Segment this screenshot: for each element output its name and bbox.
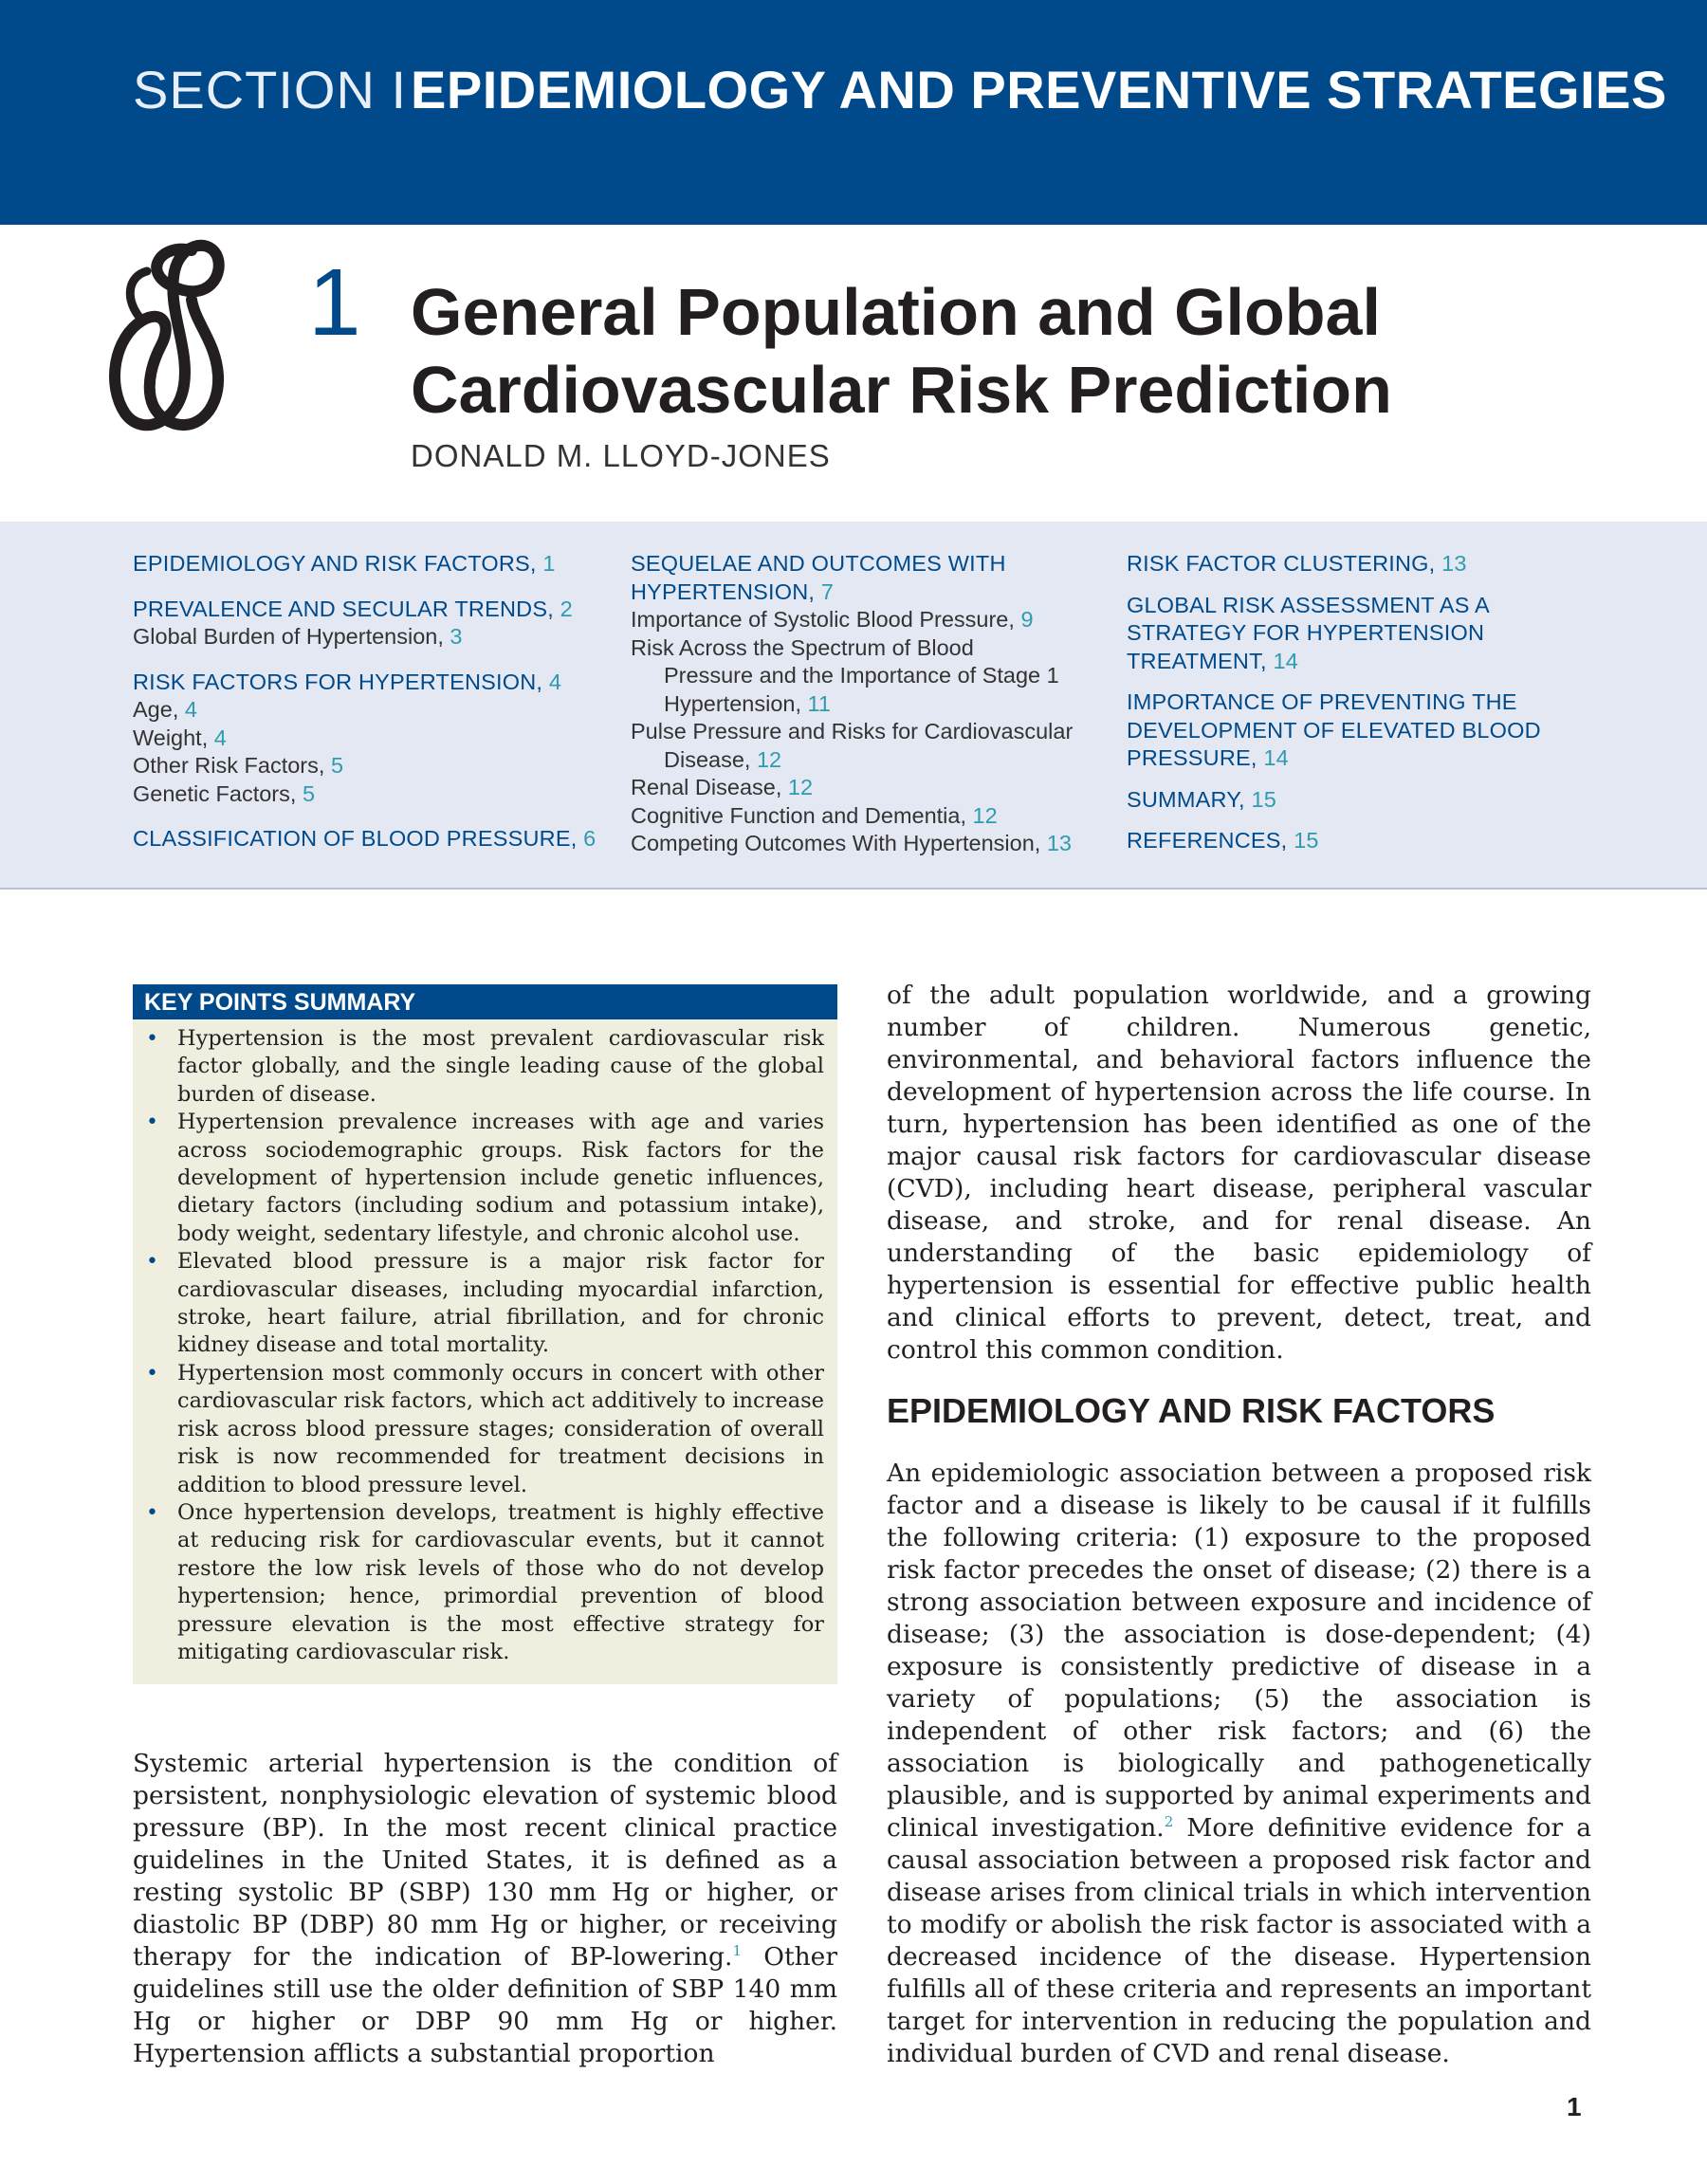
- bullet-icon: •: [146, 1027, 158, 1051]
- bullet-icon: •: [146, 1361, 158, 1386]
- chapter-ornament-icon: [104, 233, 247, 451]
- page-number: 1: [1567, 2092, 1582, 2121]
- chapter-title: [411, 273, 1549, 429]
- bullet-icon: •: [146, 1500, 158, 1525]
- outline-subitem[interactable]: Age, 4: [133, 697, 197, 722]
- outline-column-2: [631, 550, 1110, 858]
- epidemiology-paragraph: An epidemiologic association between a proposed risk factor and a disease is likely to be causal if it fulfills the following criteria: (1) exposure to the proposed risk factor precedes the onset of disease; (2) there is a strong association between exposure and incidence of disease; (3) the association is dose-dependent; (4) exposure is consistently predictive of disease in a variety of populations; (5) the association is independent of other risk factors; and (6) the association is biologically and pathogenetically plausible, and is supported by animal experiments and clinical investigation.$^2$ More definitive evidence for a causal association between a proposed risk factor and disease arises from clinical trials in which intervention to modify or abolish the risk factor is associated with a decreased incidence of the disease. Hypertension fulfills all of these criteria and represents an important target for intervention in reducing the population and individual burden of CVD and renal disease.: [887, 1459, 1591, 2068]
- key-points-list: [133, 1019, 837, 1666]
- outline-subitem[interactable]: Importance of Systolic Blood Pressure, 9: [631, 607, 1034, 632]
- outline-item[interactable]: RISK FACTOR CLUSTERING, 13: [1127, 551, 1467, 576]
- section-heading: EPIDEMIOLOGY AND RISK FACTORS: [887, 1391, 1496, 1430]
- reference-link[interactable]: 1: [732, 1942, 742, 1960]
- intro-continued-paragraph: of the adult population worldwide, and a growing number of children. Numerous genetic, environmental, and behavioral factors influence the development of hypertension across the life course. In turn, hypertension has been identified as one of the major causal risk factors for cardiovascular disease (CVD), including heart disease, peripheral vascular disease, and stroke, and for renal disease. An understanding of the basic epidemiology of hypertension is essential for effective public health and clinical efforts to prevent, detect, treat, and control this common condition.: [887, 981, 1591, 1365]
- bullet-icon: •: [146, 1110, 158, 1135]
- outline-item[interactable]: SEQUELAE AND OUTCOMES WITH HYPERTENSION, 7: [631, 551, 1006, 604]
- outline-subitem[interactable]: Weight, 4: [133, 725, 227, 750]
- bullet-icon: •: [146, 1250, 158, 1275]
- reference-link[interactable]: 2: [1164, 1813, 1174, 1831]
- outline-subitem[interactable]: Other Risk Factors, 5: [133, 753, 344, 778]
- outline-subitem[interactable]: Pulse Pressure and Risks for Cardiovascular Disease, 12: [631, 719, 1074, 772]
- outline-item[interactable]: CLASSIFICATION OF BLOOD PRESSURE, 6: [133, 826, 597, 851]
- key-points-box: [133, 984, 837, 1684]
- key-points-heading: KEY POINTS SUMMARY: [133, 984, 837, 1019]
- outline-subitem[interactable]: Global Burden of Hypertension, 3: [133, 624, 463, 649]
- section-banner: [0, 0, 1707, 225]
- key-point-item: • Hypertension most commonly occurs in concert with other cardiovascular risk factors, which act additively to increase risk across blood pressure stages; consideration of overall risk is now recommended for treatment decisions in addition to blood pressure level.: [146, 1360, 824, 1497]
- outline-item[interactable]: RISK FACTORS FOR HYPERTENSION, 4: [133, 669, 562, 694]
- outline-item[interactable]: EPIDEMIOLOGY AND RISK FACTORS, 1: [133, 551, 556, 576]
- key-point-item: • Elevated blood pressure is a major risk factor for cardiovascular diseases, including myocardial infarction, stroke, heart failure, atrial fibrillation, and for chronic kidney disease and total mortality.: [146, 1249, 824, 1358]
- chapter-outline: [0, 522, 1707, 890]
- key-point-item: • Hypertension is the most prevalent cardiovascular risk factor globally, and the single leading cause of the global burden of disease.: [146, 1026, 824, 1107]
- section-title: EPIDEMIOLOGY AND PREVENTIVE STRATEGIES: [411, 60, 1667, 119]
- chapter-title-line-1: General Population and Global: [411, 275, 1381, 349]
- outline-item[interactable]: IMPORTANCE OF PREVENTING THE DEVELOPMENT OF ELEVATED BLOOD PRESSURE, 14: [1127, 689, 1541, 770]
- outline-item[interactable]: SUMMARY, 15: [1127, 786, 1277, 812]
- chapter-title-line-2: Cardiovascular Risk Prediction: [411, 353, 1392, 427]
- section-label: SECTION I: [133, 60, 408, 119]
- outline-subitem[interactable]: Cognitive Function and Dementia, 12: [631, 802, 998, 828]
- key-point-item: • Hypertension prevalence increases with age and varies across sociodemographic groups. Risk factors for the development of hypertension include genetic influences, dietary factors (including sodium and potassium intake), body weight, sedentary lifestyle, and chronic alcohol use.: [146, 1110, 824, 1246]
- outline-column-1: [133, 550, 607, 853]
- outline-subitem[interactable]: Genetic Factors, 5: [133, 780, 316, 806]
- outline-subitem[interactable]: Competing Outcomes With Hypertension, 13: [631, 831, 1072, 855]
- chapter-author: DONALD M. LLOYD-JONES: [411, 438, 831, 473]
- outline-column-3: [1127, 550, 1620, 855]
- outline-subitem[interactable]: Renal Disease, 12: [631, 775, 814, 799]
- outline-subitem[interactable]: Risk Across the Spectrum of Blood Pressure and the Importance of Stage 1 Hypertension, 11: [631, 634, 1059, 716]
- outline-item[interactable]: PREVALENCE AND SECULAR TRENDS, 2: [133, 596, 573, 621]
- outline-item[interactable]: GLOBAL RISK ASSESSMENT AS A STRATEGY FOR HYPERTENSION TREATMENT, 14: [1127, 592, 1490, 673]
- intro-paragraph: Systemic arterial hypertension is the condition of persistent, nonphysiologic elevation of systemic blood pressure (BP). In the most recent clinical practice guidelines in the United States, it is defined as a resting systolic BP (SBP) 130 mm Hg or higher, or diastolic BP (DBP) 80 mm Hg or higher, or receiving therapy for the indication of BP-lowering.$^1$ Other guidelines still use the older definition of SBP 140 mm Hg or higher or DBP 90 mm Hg or higher. Hypertension afflicts a substantial proportion: [133, 1749, 838, 2068]
- chapter-number: 1: [308, 249, 361, 356]
- outline-item[interactable]: REFERENCES, 15: [1127, 828, 1319, 853]
- key-point-item: • Once hypertension develops, treatment is highly effective at reducing risk for cardiovascular events, but it cannot restore the low risk levels of those who do not develop hypertension; hence, primordial prevention of blood pressure elevation is the most effective strategy for mitigating cardiovascular risk.: [146, 1499, 824, 1664]
